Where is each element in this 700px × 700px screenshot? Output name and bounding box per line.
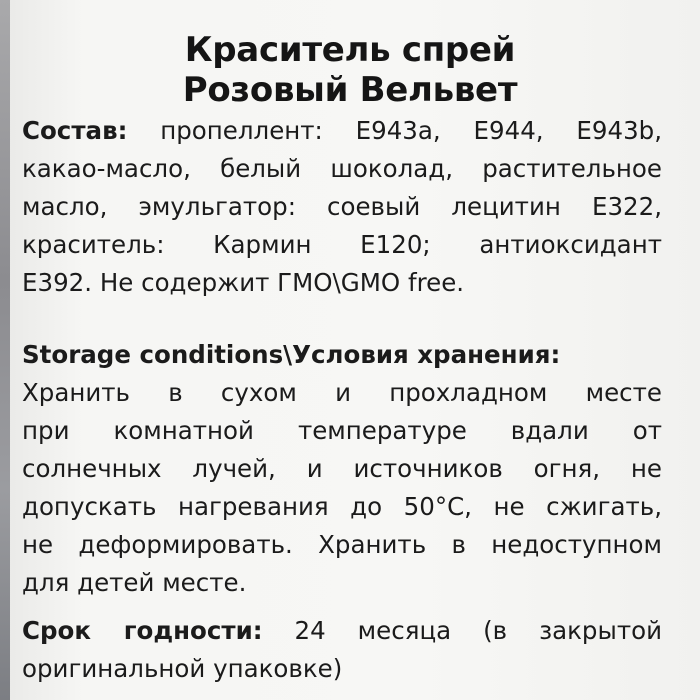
composition-line-4: краситель: Кармин Е120; антиоксидант xyxy=(22,230,662,259)
title-line-1: Краситель спрей xyxy=(184,30,516,70)
title-line-2: Розовый Вельвет xyxy=(182,70,518,110)
composition-line-2: какао-масло, белый шоколад, растительное xyxy=(22,154,662,183)
composition-line-1 xyxy=(22,112,662,150)
storage-line-4: допускать нагревания до 50°С, не сжигать, xyxy=(22,492,662,521)
storage-line-5: не деформировать. Хранить в недоступном xyxy=(22,530,662,559)
shelf-life-line-2: оригинальной упаковке) xyxy=(22,654,343,683)
composition-line-1-text: пропеллент: Е943а, Е944, Е943b, xyxy=(127,116,662,145)
storage-section xyxy=(22,336,662,602)
shelf-life-line-1-text: 24 месяца (в закрытой xyxy=(262,616,662,645)
shelf-life-line-1 xyxy=(22,612,662,650)
shelf-life-label: Срок годности: xyxy=(22,616,263,645)
composition-label: Состав: xyxy=(22,116,128,145)
composition-section xyxy=(22,112,662,302)
composition-line-5: Е392. Не содержит ГМО\GMO free. xyxy=(22,268,465,297)
composition-line-3: масло, эмульгатор: соевый лецитин Е322, xyxy=(22,192,662,221)
storage-line-2: при комнатной температуре вдали от xyxy=(22,416,662,445)
storage-line-3: солнечных лучей, и источников огня, не xyxy=(22,454,662,483)
storage-line-6: для детей месте. xyxy=(22,568,247,597)
storage-heading: Storage conditions\Условия хранения: xyxy=(22,340,561,369)
storage-line-1: Хранить в сухом и прохладном месте xyxy=(22,378,662,407)
shelf-life-section xyxy=(22,612,662,688)
product-title xyxy=(0,30,700,110)
